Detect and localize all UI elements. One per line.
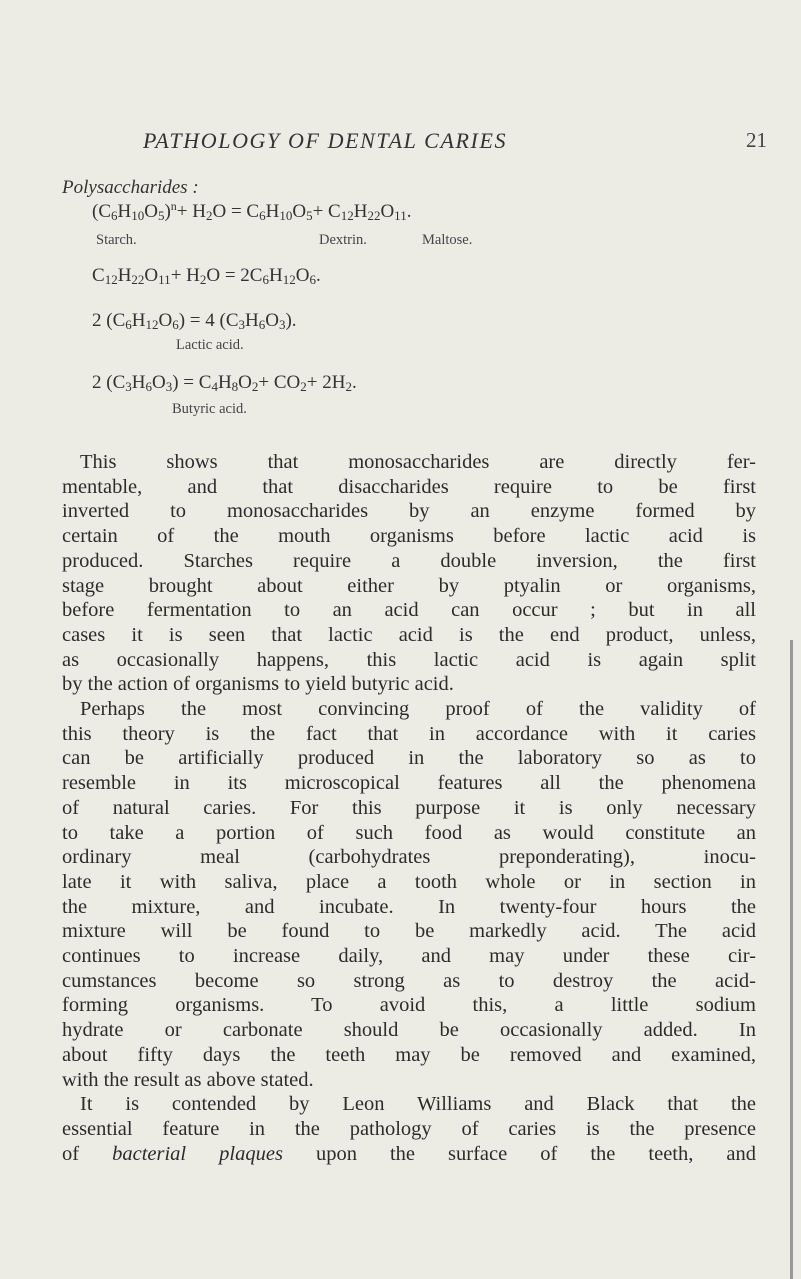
text-fragment: of <box>62 1142 113 1165</box>
text-line: as occasionally happens, this lactic acid is again split <box>62 648 756 671</box>
page-number: 21 <box>746 128 767 152</box>
text-line: can be artificially produced in the laboratory so as to <box>62 747 756 770</box>
equation-maltose-hydrolysis: $C_{12}H_{22}O_{11}+ H_2O = 2C_6H_{12}O_6$. <box>92 265 321 287</box>
caption-butyric-acid: Butyric acid. <box>172 401 247 417</box>
text-line: cumstances become so strong as to destroy the acid- <box>62 969 756 992</box>
text-line: hydrate or carbonate should be occasionally added. In <box>62 1019 756 1042</box>
text-line: cases it is seen that lactic acid is the end product, unless, <box>62 623 756 646</box>
text-line: Perhaps the most convincing proof of the validity of <box>80 698 756 721</box>
italic-term: bacterial plaques <box>112 1142 283 1165</box>
equation-butyric-fermentation: 2 $(C_3H_6O_3) = C_4H_8O_2+ CO_2+ 2H_2$. <box>92 372 357 394</box>
caption-starch: Starch. <box>96 232 137 248</box>
text-line: certain of the mouth organisms before lactic acid is <box>62 525 756 548</box>
caption-lactic-acid: Lactic acid. <box>176 337 244 353</box>
text-line: of natural caries. For this purpose it is only necessary <box>62 796 756 819</box>
text-line: This shows that monosaccharides are directly fer- <box>80 451 756 473</box>
text-line: before fermentation to an acid can occur ; but in all <box>62 599 756 622</box>
text-line <box>62 1142 756 1167</box>
text-line: with the result as above stated. <box>62 1068 314 1091</box>
text-line: forming organisms. To avoid this, a little sodium <box>62 994 756 1017</box>
text-fragment: upon the surface of the teeth, and <box>282 1142 756 1165</box>
text-line: to take a portion of such food as would constitute an <box>62 821 756 844</box>
text-line: late it with saliva, place a tooth whole or in section in <box>62 870 756 893</box>
text-line: by the action of organisms to yield butyric acid. <box>62 673 454 696</box>
text-line: resemble in its microscopical features all the phenomena <box>62 772 756 795</box>
text-line: mixture will be found to be markedly acid. The acid <box>62 920 756 943</box>
text-line: It is contended by Leon Williams and Black that the <box>80 1093 756 1116</box>
text-line: mentable, and that disaccharides require to be first <box>62 475 756 498</box>
text-line: stage brought about either by ptyalin or organisms, <box>62 574 756 597</box>
text-line: essential feature in the pathology of caries is the presence <box>62 1117 756 1140</box>
text-line: ordinary meal (carbohydrates preponderating), inocu- <box>62 846 756 869</box>
running-head: PATHOLOGY OF DENTAL CARIES <box>143 128 508 153</box>
polysaccharides-label: Polysaccharides : <box>62 177 199 198</box>
page-edge-shadow <box>790 640 793 1279</box>
text-line: this theory is the fact that in accordance with it caries <box>62 722 756 745</box>
equation-lactic-fermentation: 2 $(C_6H_{12}O_6) = 4$ $(C_3H_6O_3)$. <box>92 310 297 332</box>
text-line: inverted to monosaccharides by an enzyme formed by <box>62 500 756 523</box>
text-line: produced. Starches require a double inversion, the first <box>62 549 756 572</box>
page-header <box>0 128 801 158</box>
text-line: about fifty days the teeth may be removed and examined, <box>62 1043 756 1066</box>
text-line: the mixture, and incubate. In twenty-four hours the <box>62 895 756 918</box>
body-text <box>62 450 756 1166</box>
text-line: continues to increase daily, and may under these cir- <box>62 945 756 968</box>
caption-dextrin: Dextrin. <box>319 232 367 248</box>
caption-maltose: Maltose. <box>422 232 473 248</box>
equation-starch-hydrolysis: $(C_6H_{10}O_5)^n+ H_2O = C_6H_{10}O_5+ C_{12}H_{22}O_{11}$. <box>92 199 412 223</box>
